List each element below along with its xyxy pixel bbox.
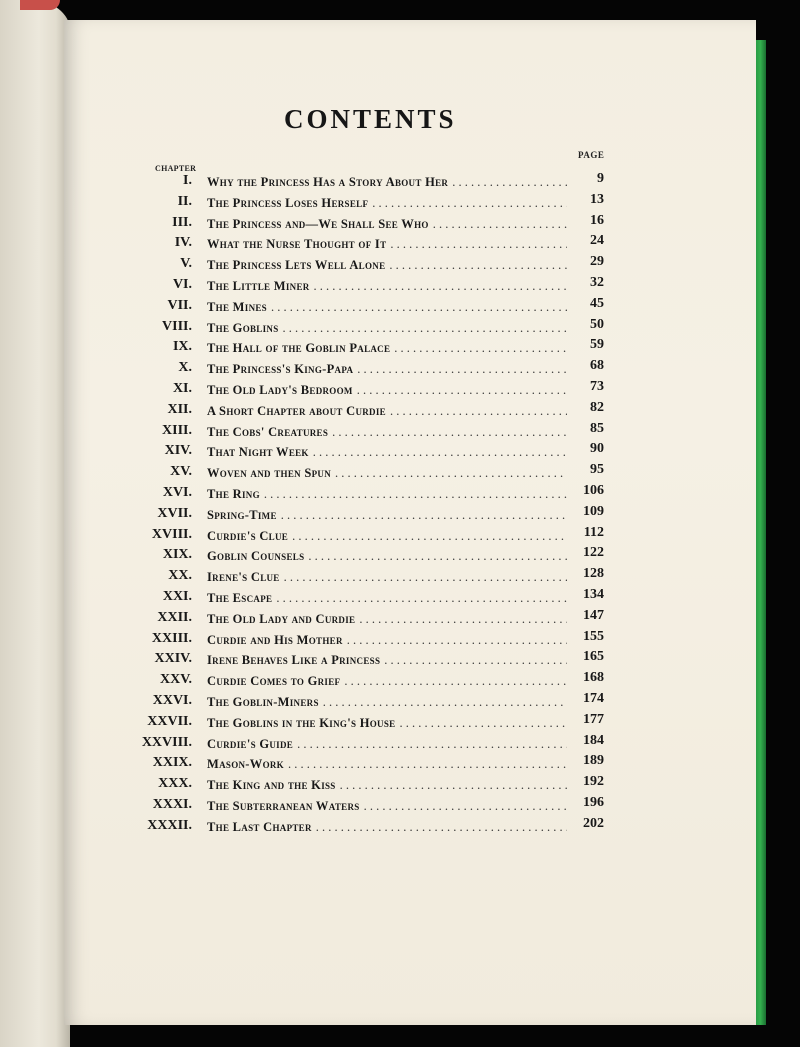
page-number: 174: [583, 690, 604, 706]
chapter-title: The Princess Lets Well Alone: [207, 258, 386, 273]
dot-leader: [276, 591, 567, 606]
dot-leader: [390, 404, 567, 419]
chapter-title-line: [207, 321, 567, 336]
chapter-title-line: [207, 196, 567, 211]
dot-leader: [390, 237, 567, 252]
toc-row: [0, 171, 800, 192]
page-number: 45: [590, 295, 604, 311]
chapter-number: II.: [177, 193, 192, 209]
toc-row: [0, 400, 800, 421]
toc-row: [0, 483, 800, 504]
chapter-title: The Cobs' Creatures: [207, 424, 329, 439]
chapter-title-line: [207, 549, 567, 564]
dot-leader: [292, 529, 567, 544]
chapter-number: IV.: [174, 235, 192, 251]
dot-leader: [264, 487, 567, 502]
chapter-title: Curdie and His Mother: [207, 632, 343, 647]
chapter-title-line: [207, 612, 567, 627]
chapter-title: Irene Behaves Like a Princess: [207, 653, 381, 668]
chapter-title: That Night Week: [207, 445, 309, 460]
toc-row: [0, 213, 800, 234]
dot-leader: [314, 279, 567, 294]
page-number: 196: [583, 794, 604, 810]
page-number: 32: [590, 274, 604, 290]
toc-row: [0, 421, 800, 442]
toc-row: [0, 712, 800, 733]
toc-row: [0, 358, 800, 379]
chapter-title: The Goblins in the King's House: [207, 715, 396, 730]
chapter-title-line: [207, 217, 567, 232]
chapter-title: Why the Princess Has a Story About Her: [207, 175, 449, 189]
chapter-number: VIII.: [162, 318, 192, 334]
dot-leader: [389, 258, 567, 273]
chapter-title: The Goblin-Miners: [207, 694, 319, 709]
chapter-title: Curdie's Clue: [207, 528, 289, 543]
page-number: 16: [590, 212, 604, 228]
page-number: 112: [583, 524, 604, 540]
page-number: 189: [583, 753, 604, 769]
dot-leader: [283, 321, 567, 336]
chapter-title: The Old Lady and Curdie: [207, 611, 356, 626]
page-number: 13: [590, 191, 604, 207]
toc-row: [0, 795, 800, 816]
chapter-title: A Short Chapter about Curdie: [207, 403, 386, 418]
chapter-title-line: [207, 653, 567, 668]
dot-leader: [271, 300, 567, 315]
chapter-number: XV.: [170, 464, 192, 480]
chapter-title-line: [207, 300, 567, 315]
dot-leader: [284, 570, 567, 585]
chapter-title-line: [207, 425, 567, 440]
toc-row: [0, 441, 800, 462]
chapter-title-line: [207, 466, 567, 481]
chapter-title-line: [207, 716, 567, 731]
chapter-number: XI.: [172, 380, 192, 396]
chapter-number: XXII.: [157, 609, 192, 625]
toc-row: [0, 462, 800, 483]
chapter-number: XXIV.: [154, 651, 192, 667]
toc-row: [0, 296, 800, 317]
toc-row: [0, 608, 800, 629]
chapter-title: The Old Lady's Bedroom: [207, 382, 353, 397]
dot-leader: [335, 466, 567, 481]
page-number: 29: [590, 254, 604, 270]
chapter-title: The Escape: [207, 590, 273, 605]
chapter-number: XIII.: [162, 422, 192, 438]
chapter-title: The Little Miner: [207, 278, 310, 293]
toc-row: [0, 629, 800, 650]
chapter-number: XXVI.: [152, 692, 192, 708]
page-number: 155: [583, 628, 604, 644]
page-number: 90: [590, 441, 604, 457]
dot-leader: [340, 778, 567, 793]
toc-row: [0, 733, 800, 754]
chapter-title-line: [207, 175, 567, 190]
chapter-number: XXI.: [162, 588, 192, 604]
page-number: 85: [590, 420, 604, 436]
toc-row: [0, 566, 800, 587]
page-number: 82: [590, 399, 604, 415]
chapter-title-line: [207, 508, 567, 523]
chapter-title: Woven and then Spun: [207, 466, 332, 481]
chapter-number: XXV.: [159, 672, 192, 688]
toc-row: [0, 545, 800, 566]
dot-leader: [357, 362, 567, 377]
chapter-title-line: [207, 529, 567, 544]
chapter-number: XVII.: [157, 505, 192, 521]
page-number: 106: [583, 482, 604, 498]
dot-leader: [332, 425, 567, 440]
dot-leader: [288, 757, 567, 772]
chapter-title: Mason-Work: [207, 757, 284, 772]
page-number: 68: [590, 358, 604, 374]
chapter-title-line: [207, 695, 567, 710]
chapter-number: X.: [178, 360, 192, 376]
toc-row: [0, 192, 800, 213]
chapter-number: XII.: [167, 401, 192, 417]
chapter-title-line: [207, 778, 567, 793]
toc-row: [0, 691, 800, 712]
chapter-column-header: CHAPTER: [155, 164, 197, 173]
toc-row: [0, 649, 800, 670]
chapter-number: XVI.: [162, 484, 192, 500]
chapter-title: What the Nurse Thought of It: [207, 237, 387, 252]
chapter-title-line: [207, 570, 567, 585]
chapter-number: XXX.: [158, 776, 192, 792]
page-number: 192: [583, 774, 604, 790]
dot-leader: [372, 196, 567, 211]
chapter-title: The Mines: [207, 299, 267, 314]
chapter-number: XXIX.: [152, 755, 192, 771]
chapter-number: III.: [172, 214, 192, 230]
page-number: 95: [590, 462, 604, 478]
chapter-title-line: [207, 341, 567, 356]
page-number: 184: [583, 732, 604, 748]
chapter-title-line: [207, 674, 567, 689]
toc-row: [0, 233, 800, 254]
chapter-title: The King and the Kiss: [207, 778, 336, 793]
toc-row: [0, 275, 800, 296]
chapter-number: XX.: [168, 568, 192, 584]
dot-leader: [394, 341, 567, 356]
chapter-title-line: [207, 737, 567, 752]
table-of-contents: [0, 171, 800, 837]
chapter-number: I.: [183, 173, 192, 188]
chapter-number: XXXII.: [147, 817, 192, 833]
chapter-number: XXVII.: [147, 713, 192, 729]
chapter-title: Curdie Comes to Grief: [207, 674, 341, 689]
chapter-number: XVIII.: [151, 526, 192, 542]
page-number: 177: [583, 711, 604, 727]
dot-leader: [357, 383, 567, 398]
page-number: 165: [583, 649, 604, 665]
page-column-header: PAGE: [578, 150, 605, 160]
chapter-title: The Last Chapter: [207, 819, 312, 834]
toc-row: [0, 525, 800, 546]
toc-row: [0, 337, 800, 358]
toc-row: [0, 504, 800, 525]
dot-leader: [308, 549, 567, 564]
chapter-number: VII.: [167, 297, 192, 313]
chapter-title: The Princess and—We Shall See Who: [207, 216, 429, 231]
chapter-title: The Princess's King-Papa: [207, 362, 354, 377]
page-number: 202: [583, 815, 604, 831]
dot-leader: [316, 820, 567, 835]
chapter-number: XXXI.: [152, 796, 192, 812]
page-number: 122: [583, 545, 604, 561]
dot-leader: [384, 653, 567, 668]
chapter-title: Curdie's Guide: [207, 736, 294, 751]
dot-leader: [313, 445, 567, 460]
toc-row: [0, 317, 800, 338]
chapter-title-line: [207, 383, 567, 398]
chapter-title-line: [207, 362, 567, 377]
dot-leader: [344, 674, 567, 689]
chapter-number: XIV.: [164, 443, 192, 459]
chapter-title: The Ring: [207, 486, 260, 501]
chapter-number: V.: [180, 256, 192, 272]
dot-leader: [347, 633, 567, 648]
dot-leader: [452, 175, 567, 190]
chapter-title-line: [207, 279, 567, 294]
dot-leader: [433, 217, 567, 232]
chapter-number: IX.: [172, 339, 192, 355]
chapter-title: Goblin Counsels: [207, 549, 305, 564]
toc-row: [0, 254, 800, 275]
toc-row: [0, 379, 800, 400]
dot-leader: [359, 612, 567, 627]
chapter-title: The Subterranean Waters: [207, 798, 360, 813]
toc-row: [0, 753, 800, 774]
dot-leader: [297, 737, 567, 752]
chapter-title-line: [207, 633, 567, 648]
chapter-number: XIX.: [162, 547, 192, 563]
toc-row: [0, 774, 800, 795]
page-number: 9: [597, 171, 604, 186]
dot-leader: [323, 695, 567, 710]
chapter-title: Irene's Clue: [207, 570, 280, 585]
chapter-title: The Goblins: [207, 320, 279, 335]
page-number: 59: [590, 337, 604, 353]
page-number: 128: [583, 566, 604, 582]
chapter-title-line: [207, 591, 567, 606]
chapter-title-line: [207, 258, 567, 273]
chapter-title-line: [207, 487, 567, 502]
chapter-number: VI.: [172, 276, 192, 292]
toc-row: [0, 670, 800, 691]
dot-leader: [281, 508, 567, 523]
chapter-title: The Hall of the Goblin Palace: [207, 341, 391, 356]
dot-leader: [399, 716, 567, 731]
chapter-title-line: [207, 445, 567, 460]
chapter-title-line: [207, 757, 567, 772]
page-number: 109: [583, 503, 604, 519]
dot-leader: [364, 799, 567, 814]
page-number: 168: [583, 670, 604, 686]
toc-row: [0, 587, 800, 608]
page-number: 134: [583, 586, 604, 602]
chapter-title: Spring-Time: [207, 507, 277, 522]
chapter-title-line: [207, 237, 567, 252]
chapter-title: The Princess Loses Herself: [207, 195, 369, 210]
page-number: 73: [590, 378, 604, 394]
page-number: 50: [590, 316, 604, 332]
toc-row: [0, 816, 800, 837]
chapter-title-line: [207, 820, 567, 835]
chapter-title-line: [207, 799, 567, 814]
chapter-title-line: [207, 404, 567, 419]
chapter-number: XXVIII.: [141, 734, 192, 750]
page-title: CONTENTS: [284, 104, 457, 134]
page-number: 147: [583, 607, 604, 623]
chapter-number: XXIII.: [151, 630, 192, 646]
page-number: 24: [590, 233, 604, 249]
